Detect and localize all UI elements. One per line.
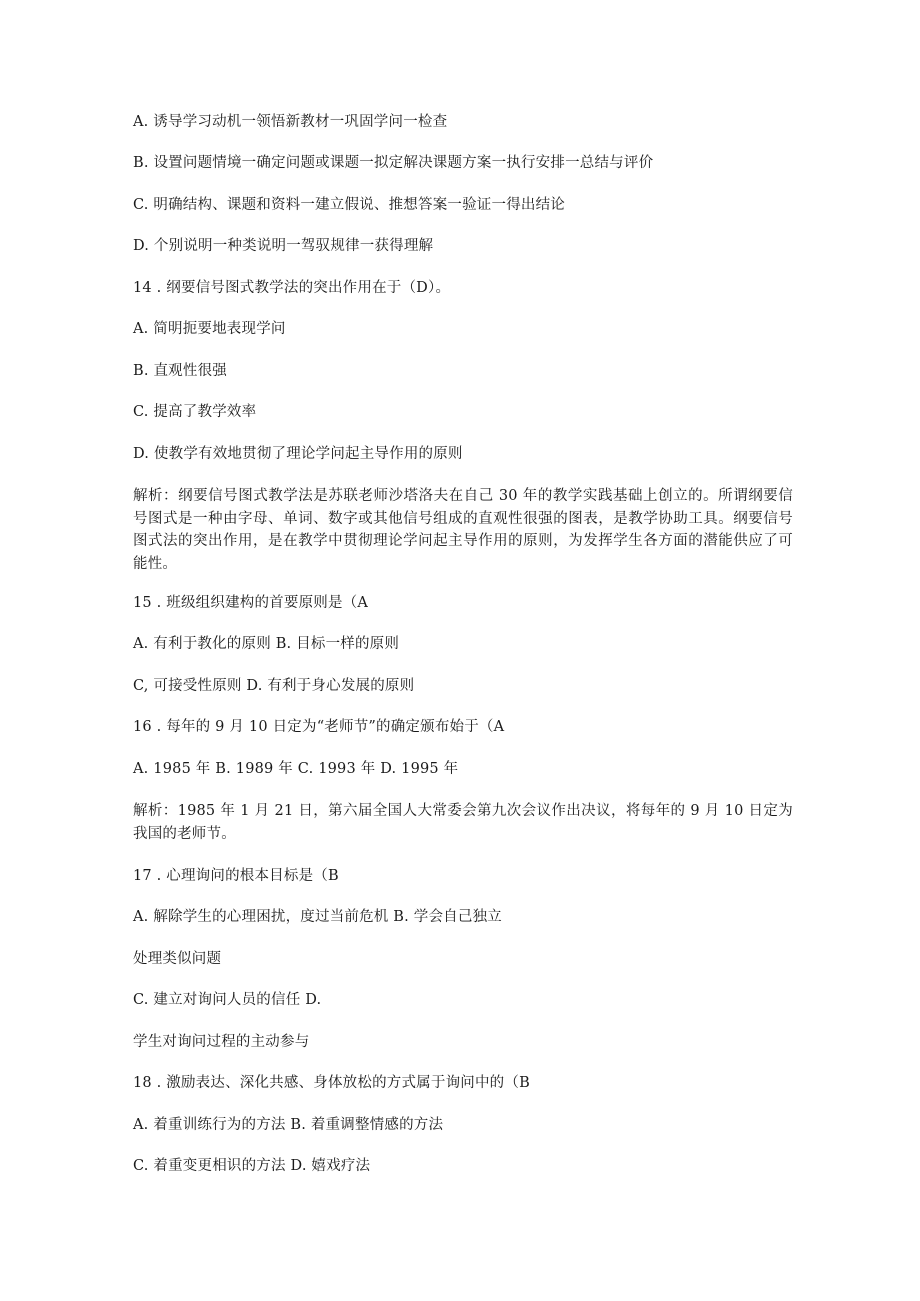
q14-option-a: A. 简明扼要地表现学问 xyxy=(133,321,286,337)
q16-options: A. 1985 年 B. 1989 年 C. 1993 年 D. 1995 年 xyxy=(133,761,459,777)
option-a-line: A. 诱导学习动机一领悟新教材一巩固学问一检查 xyxy=(133,114,448,130)
q17-options-cd: C. 建立对询问人员的信任 D. xyxy=(133,992,322,1008)
q17-options-ab: A. 解除学生的心理困扰，度过当前危机 B. 学会自己独立 xyxy=(133,909,502,925)
question-16: 16 . 每年的 9 月 10 日定为“老师节”的确定颁布始于（A xyxy=(133,719,505,735)
question-18: 18 . 激励表达、深化共感、身体放松的方式属于询问中的（B xyxy=(133,1075,530,1091)
question-15: 15 . 班级组织建构的首要原则是（A xyxy=(133,595,369,611)
q16-analysis: 解析：1985 年 1 月 21 日，第六届全国人大常委会第九次会议作出决议，将每年的 9 月 10 日定为我国的老师节。 xyxy=(133,803,793,842)
q17-option-d-cont: 学生对询问过程的主动参与 xyxy=(133,1034,310,1050)
option-c-line: C. 明确结构、课题和资料一建立假说、推想答案一验证一得出结论 xyxy=(133,197,565,213)
question-17: 17 . 心理询问的根本目标是（B xyxy=(133,868,339,884)
q14-option-d: D. 使教学有效地贯彻了理论学问起主导作用的原则 xyxy=(133,446,463,462)
q15-options-ab: A. 有利于教化的原则 B. 目标一样的原则 xyxy=(133,636,400,652)
q14-analysis: 解析：纲要信号图式教学法是苏联老师沙塔洛夫在自己 30 年的教学实践基础上创立的。所谓纲要信号图式是一种由字母、单词、数字或其他信号组成的直观性很强的图表，是教学协助工具。纲要信号图式法的突出作用，是在教学中贯彻理论学问起主导作用的原则，为发挥学生各方面的潜能供应了可能性。 xyxy=(133,488,793,572)
q18-options-ab: A. 着重训练行为的方法 B. 着重调整情感的方法 xyxy=(133,1117,444,1133)
option-b-line: B. 设置问题情境一确定问题或课题一拟定解决课题方案一执行安排一总结与评价 xyxy=(133,155,654,171)
q14-option-b: B. 直观性很强 xyxy=(133,363,227,379)
q14-option-c: C. 提高了教学效率 xyxy=(133,404,257,420)
q18-options-cd: C. 着重变更相识的方法 D. 嬉戏疗法 xyxy=(133,1158,371,1174)
question-14: 14 . 纲要信号图式教学法的突出作用在于（D）。 xyxy=(133,280,451,296)
q17-option-b-cont: 处理类似问题 xyxy=(133,951,222,967)
q15-options-cd: C, 可接受性原则 D. 有利于身心发展的原则 xyxy=(133,678,415,694)
option-d-line: D. 个别说明一种类说明一驾驭规律一获得理解 xyxy=(133,238,434,254)
